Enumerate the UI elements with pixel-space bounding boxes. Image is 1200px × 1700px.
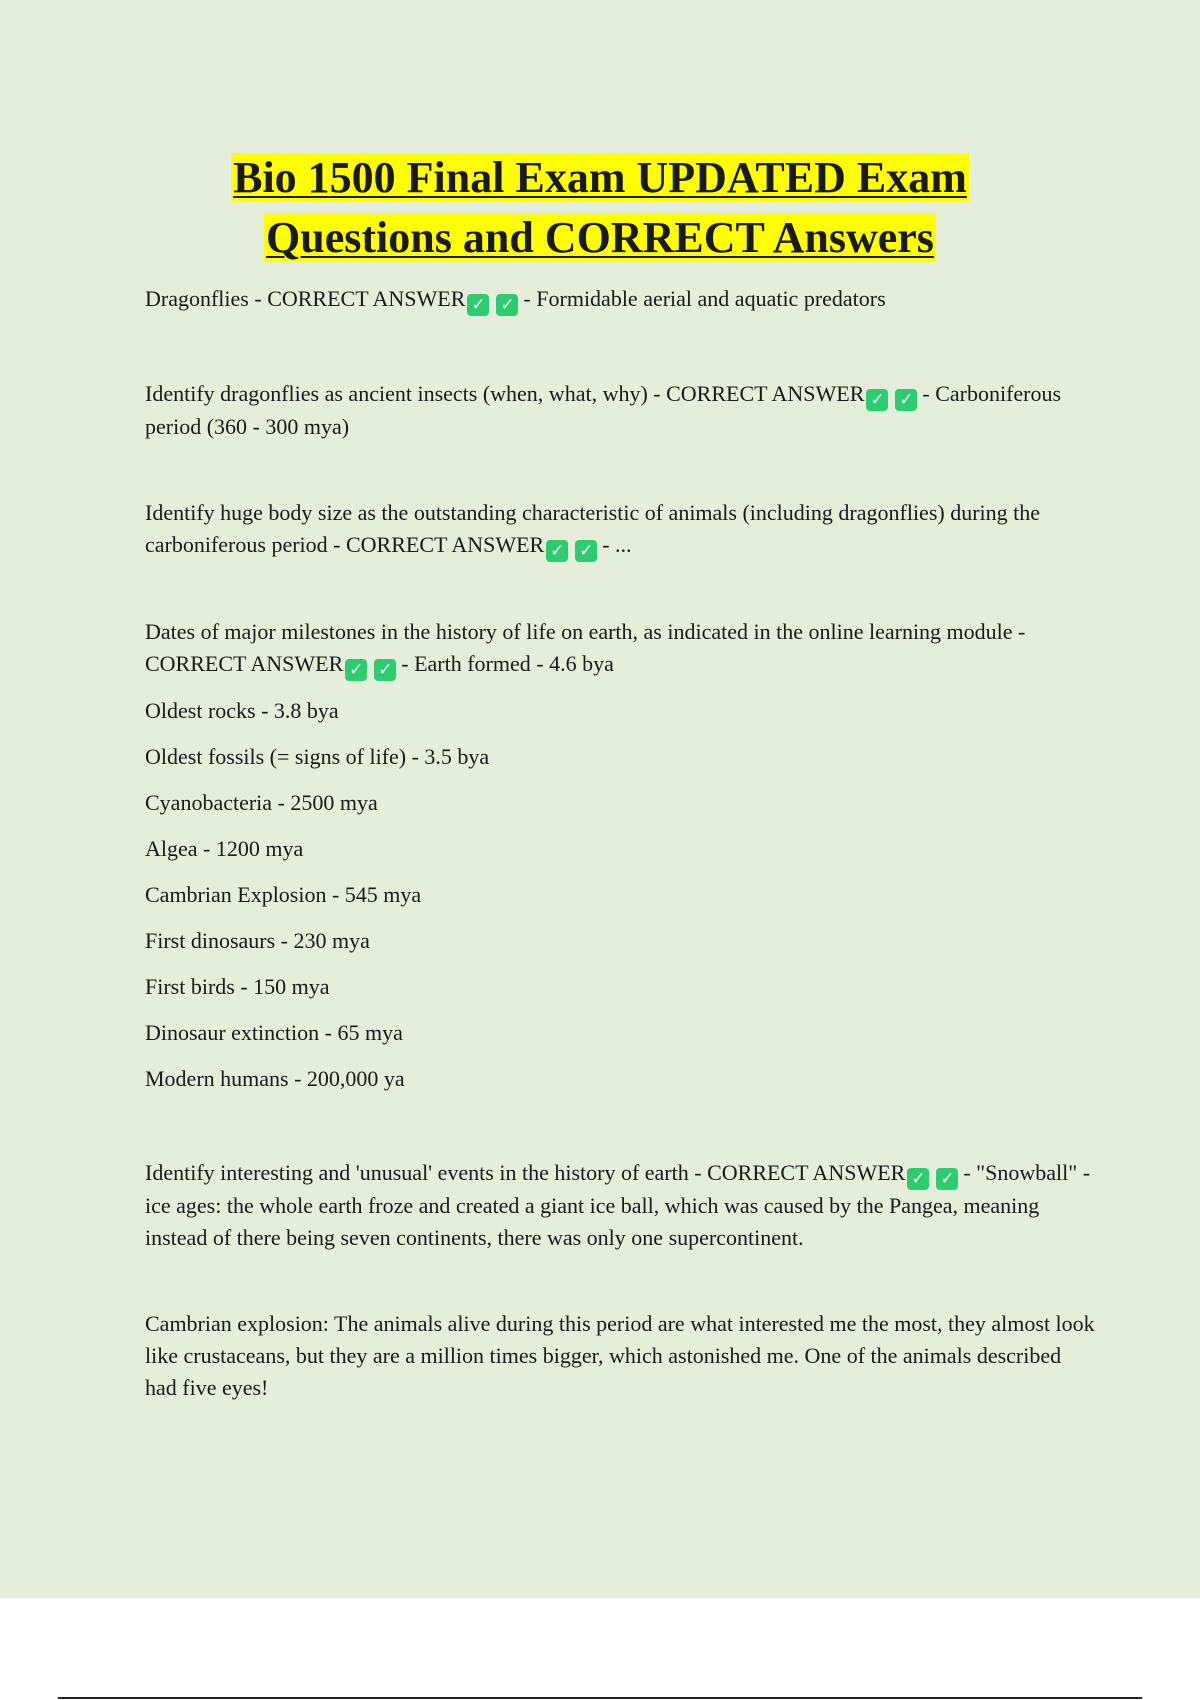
milestone-item: Oldest fossils (= signs of life) - 3.5 bya (145, 744, 490, 769)
correct-answer-label: CORRECT ANSWER (345, 532, 545, 557)
qa-item-milestones (145, 616, 1095, 681)
milestone-item: Dinosaur extinction - 65 mya (145, 1020, 403, 1045)
qa-item-dragonflies (145, 283, 1095, 316)
checkmark-icon: ✓ (546, 540, 568, 562)
checkmark-icon: ✓ (866, 389, 888, 411)
checkmark-icon: ✓ (467, 294, 489, 316)
answer-text: - "Snowball" - ice ages: the whole earth froze and created a giant ice ball, which was caused by the Pangea, meaning instead of there being seven continents, there was only one supercontinent. (145, 1160, 1091, 1250)
qa-content (145, 283, 1095, 1404)
milestone-item: Cyanobacteria - 2500 mya (145, 790, 378, 815)
correct-answer-label: CORRECT ANSWER (707, 1160, 906, 1185)
checkmark-icon: ✓ (575, 540, 597, 562)
qa-item-unusual-events (145, 1157, 1095, 1254)
question-text: Identify dragonflies as ancient insects (when, what, why) - (145, 381, 661, 406)
correct-answer-label: CORRECT ANSWER (666, 381, 865, 406)
milestone-item: Algea - 1200 mya (145, 836, 304, 861)
checkmark-icon: ✓ (374, 659, 396, 681)
title-line-1: Bio 1500 Final Exam UPDATED Exam (233, 153, 967, 202)
answer-text: - Formidable aerial and aquatic predators (523, 286, 886, 311)
qa-item-body-size (145, 497, 1095, 562)
checkmark-icon: ✓ (895, 389, 917, 411)
checkmark-icon: ✓ (496, 294, 518, 316)
answer-text: - Carboniferous period (360 - 300 mya) (145, 381, 1062, 439)
qa-item-ancient-insects (145, 378, 1095, 443)
correct-answer-label: CORRECT ANSWER (145, 651, 344, 676)
question-text: Identify interesting and 'unusual' events in the history of earth - (145, 1160, 702, 1185)
checkmark-icon: ✓ (345, 659, 367, 681)
document-title (0, 148, 1200, 268)
milestone-item: Oldest rocks - 3.8 bya (145, 698, 339, 723)
milestone-item: First birds - 150 mya (145, 974, 330, 999)
correct-answer-label: CORRECT ANSWER (267, 286, 466, 311)
title-line-2: Questions and CORRECT Answers (266, 213, 934, 262)
question-text: Dragonflies - (145, 286, 262, 311)
checkmark-icon: ✓ (907, 1168, 929, 1190)
milestone-item: First dinosaurs - 230 mya (145, 928, 370, 953)
checkmark-icon: ✓ (936, 1168, 958, 1190)
question-text: Identify huge body size as the outstanding characteristic of animals (including dragonflies) during the carboniferous period - (145, 500, 1041, 557)
milestone-item: Modern humans - 200,000 ya (145, 1066, 405, 1091)
closing-paragraph: Cambrian explosion: The animals alive during this period are what interested me the most, they almost look like crustaceans, but they are a million times bigger, which astonished me. One of the animals described had five eyes! (145, 1311, 1095, 1400)
question-text: Dates of major milestones in the history of life on earth, as indicated in the online learning module - (145, 619, 1026, 644)
milestone-item: Cambrian Explosion - 545 mya (145, 882, 422, 907)
answer-text: - ... (602, 532, 632, 557)
answer-text: - Earth formed - 4.6 bya (401, 651, 614, 676)
footer-divider (58, 1697, 1142, 1699)
